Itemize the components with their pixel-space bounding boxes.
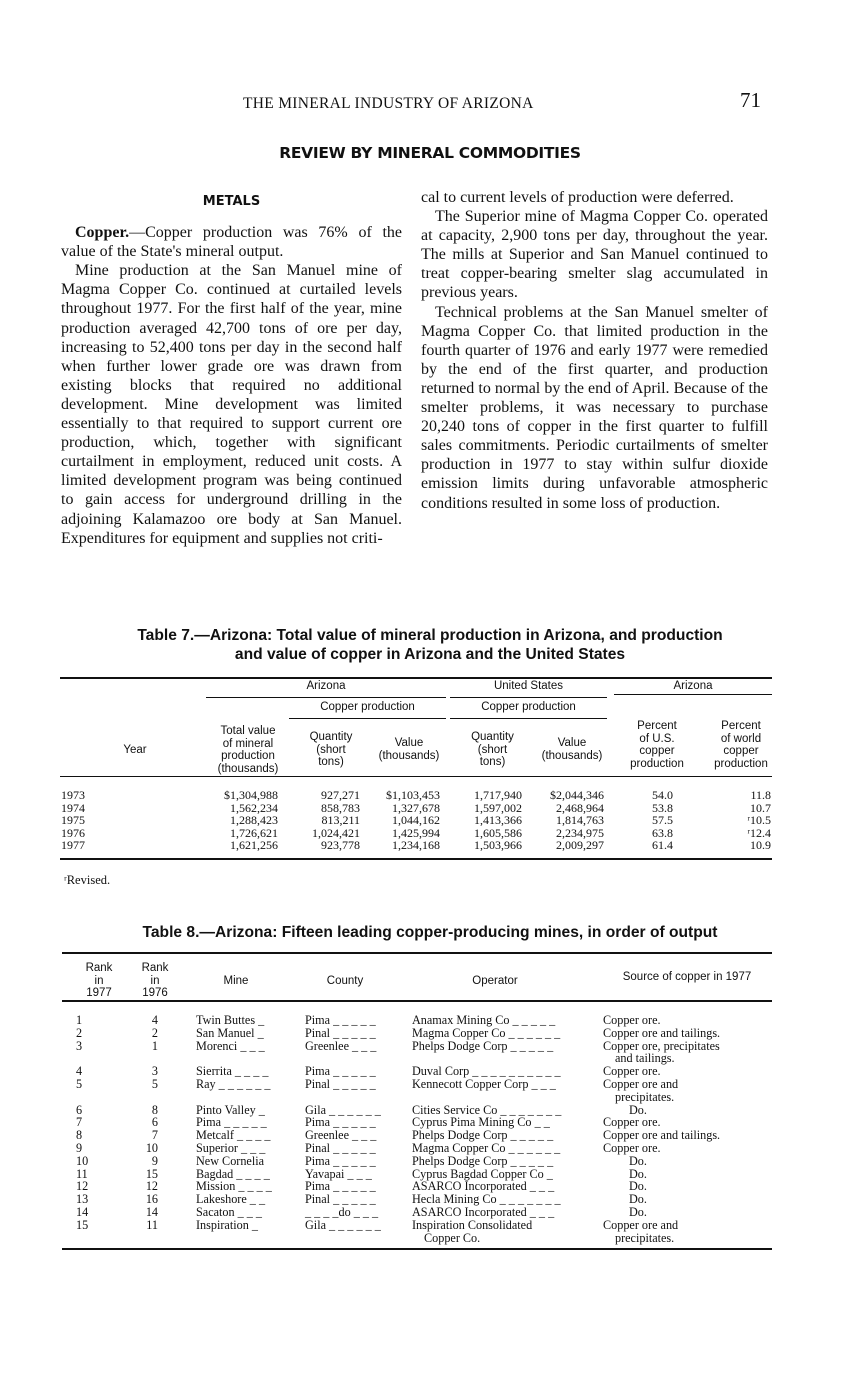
table8-cell-county: Pinal _ _ _ _ _ <box>305 1192 376 1207</box>
table7-col-total-value: Total value of mineral production (thousands) <box>217 725 279 775</box>
table8-operator-line: Phelps Dodge Corp _ _ _ _ _ <box>412 1153 554 1168</box>
table8-operator-line: Cities Service Co _ _ _ _ _ _ _ <box>412 1102 562 1117</box>
table8-cell-county: Pinal _ _ _ _ _ <box>305 1141 376 1155</box>
table8-cell-rank1976: 8 <box>151 1102 158 1117</box>
table8-cell-county: Yavapai _ _ _ <box>305 1166 372 1181</box>
table8-cell-rank1976: 11 <box>146 1217 158 1232</box>
table7-cell-total-value: 1,726,621 <box>230 825 278 840</box>
table7-cell-pct-us: 57.5 <box>652 813 673 828</box>
table7-cell-us-quantity: 1,605,586 <box>474 825 522 840</box>
table8-cell-rank1976: 2 <box>151 1025 158 1040</box>
smelter-paragraph: Technical problems at the San Manuel smelter of Magma Copper Co. that limited production in the fourth quarter of 1976 and early 1977 were remedied by the end of the first quarter, and production returned to normal by the end of April. Because of the smelter problems, it was necessary to purchase 20,240 tons of copper in the first quarter to fulfill sales commitments. Periodic curtailments of smelter production in 1977 to stay within sulfur dioxide emission limits during unfavorable atmospheric conditions resulted in some loss of production. <box>421 303 768 512</box>
table8-operator-line: Cyprus Bagdad Copper Co _ <box>412 1166 553 1181</box>
table7-cell-total-value: 1,288,423 <box>230 813 278 828</box>
table8-cell-county: Greenlee _ _ _ <box>305 1038 377 1053</box>
table7-cell-total-value: $1,304,988 <box>224 788 278 802</box>
table8-source-line: precipitates. <box>615 1089 675 1104</box>
table7-cell-us-quantity: 1,717,940 <box>474 788 522 802</box>
table8-source-line: Copper ore, precipitates <box>603 1038 720 1053</box>
table7-cell-pct-us: 61.4 <box>652 838 673 853</box>
table8-cell-county: Gila _ _ _ _ _ _ <box>305 1102 381 1117</box>
table8-cell-mine: Pinto Valley _ <box>196 1102 265 1117</box>
table7-cell-az-quantity: 1,024,421 <box>312 825 360 840</box>
table8-source-line: Do. <box>629 1192 647 1207</box>
table8-col-rank1977: Rank in 1977 <box>85 962 113 999</box>
table7-us-copper-rule <box>450 718 607 719</box>
table8-cell-county: Pinal _ _ _ _ _ <box>305 1077 376 1091</box>
table7-cell-year: 1974 <box>61 800 85 815</box>
table8-cell-mine: San Manuel _ <box>196 1025 264 1040</box>
table8-cell-mine: Superior _ _ _ <box>196 1141 266 1155</box>
table8-operator-line: Anamax Mining Co _ _ _ _ _ <box>412 1013 556 1027</box>
page-number: 71 <box>740 88 761 112</box>
right-column <box>421 188 768 513</box>
table8-cell-source <box>603 1040 720 1066</box>
table8-cell-source <box>603 1206 647 1219</box>
table7-caption <box>60 626 800 664</box>
table8-cell-rank1977: 9 <box>76 1141 83 1155</box>
table8-cell-operator <box>412 1078 556 1091</box>
table7-cell-pct-world: 11.8 <box>750 788 771 802</box>
table8-source-line: Copper ore and <box>603 1077 679 1091</box>
table7-cell-us-quantity: 1,503,966 <box>474 838 522 853</box>
table7-col-az-quantity: Quantity (short tons) <box>309 731 353 768</box>
table8-cell-rank1976: 15 <box>145 1166 158 1181</box>
table8-cell-operator <box>412 1027 560 1040</box>
table8-cell-source <box>603 1078 678 1104</box>
table7-cell-pct-world: ʳ10.5 <box>747 813 771 828</box>
table7-footnote: ʳRevised. <box>64 873 111 887</box>
table8-source-line: Copper ore. <box>603 1013 661 1027</box>
table8-cell-source <box>603 1142 661 1155</box>
table8-cell-rank1976: 16 <box>145 1192 158 1207</box>
table7-top-rule <box>60 677 772 679</box>
table8-cell-rank1977: 8 <box>76 1128 83 1143</box>
table7-cell-year: 1976 <box>61 825 85 840</box>
table8-col-rank1976: Rank in 1976 <box>141 962 169 999</box>
table8-cell-mine: Pima _ _ _ _ _ <box>196 1115 267 1130</box>
table8-operator-line: Duval Corp _ _ _ _ _ _ _ _ _ _ <box>412 1064 561 1079</box>
table8-cell-operator <box>412 1155 553 1168</box>
table8-source-line: Copper ore. <box>603 1141 661 1155</box>
table7-cell-pct-world: ʳ12.4 <box>747 825 771 840</box>
table7-cell-az-value: $1,103,453 <box>386 788 440 802</box>
table7-cell-us-quantity: 1,597,002 <box>474 800 522 815</box>
table8-cell-mine: Metcalf _ _ _ _ <box>196 1128 271 1143</box>
table8-source-line: Do. <box>629 1166 647 1181</box>
table8-cell-mine: Sierrita _ _ _ _ <box>196 1064 269 1079</box>
table8-operator-line: Phelps Dodge Corp _ _ _ _ _ <box>412 1038 554 1053</box>
table8-cell-county: _ _ _ _do _ _ _ <box>305 1205 379 1219</box>
table8-source-line: Do. <box>629 1153 647 1168</box>
table7-col-az-value: Value (thousands) <box>378 737 440 762</box>
table8-col-source: Source of copper in 1977 <box>622 971 752 983</box>
table8-cell-operator <box>412 1014 555 1027</box>
table8-cell-rank1977: 4 <box>76 1064 83 1079</box>
table7-cell-total-value: 1,621,256 <box>230 838 278 853</box>
table8-operator-line: Magma Copper Co _ _ _ _ _ _ <box>412 1025 561 1040</box>
table8-operator-line: Inspiration Consolidated <box>412 1217 533 1232</box>
table8-cell-rank1976: 5 <box>151 1077 158 1091</box>
table8-source-line: and tailings. <box>615 1051 675 1066</box>
table8-cell-rank1976: 12 <box>145 1179 158 1194</box>
table8-cell-rank1976: 3 <box>151 1064 158 1079</box>
table7-cell-total-value: 1,562,234 <box>230 800 278 815</box>
table8-cell-rank1977: 3 <box>76 1038 83 1053</box>
table8-source-line: Copper ore. <box>603 1115 661 1130</box>
table8-cell-source <box>603 1014 661 1027</box>
table8-cell-operator <box>412 1142 560 1155</box>
table7-arizona-rule <box>206 697 446 698</box>
table8-cell-mine: Morenci _ _ _ <box>196 1038 265 1053</box>
table7-az-copper-rule <box>289 718 446 719</box>
table8-operator-line: Cyprus Pima Mining Co _ _ <box>412 1115 550 1130</box>
table7-cell-us-value: 2,234,975 <box>556 825 604 840</box>
table7-cell-az-quantity: 858,783 <box>321 800 360 815</box>
table8-cell-rank1977: 10 <box>76 1153 89 1168</box>
table8-cell-county: Pima _ _ _ _ _ <box>305 1013 376 1027</box>
table7-col-us-quantity: Quantity (short tons) <box>471 731 514 768</box>
table8-operator-line: ASARCO Incorporated _ _ _ <box>412 1205 555 1219</box>
table8-operator-line: Copper Co. <box>424 1230 481 1245</box>
table8-cell-mine: New Cornelia <box>196 1153 265 1168</box>
table8-col-operator: Operator <box>472 975 518 987</box>
table7-cell-us-value: 2,468,964 <box>556 800 604 815</box>
table8-cell-rank1977: 1 <box>76 1013 83 1027</box>
table7-arizona-right-rule <box>614 694 772 695</box>
table8-cell-mine: Sacaton _ _ _ <box>196 1205 263 1219</box>
table8-cell-rank1976: 6 <box>151 1115 158 1130</box>
table8-cell-operator <box>412 1040 553 1053</box>
table8-cell-county: Pima _ _ _ _ _ <box>305 1153 376 1168</box>
table8-cell-county: Greenlee _ _ _ <box>305 1128 377 1143</box>
table8-source-line: Copper ore and <box>603 1217 679 1232</box>
table7-cell-year: 1977 <box>61 838 85 853</box>
table8-cell-rank1977: 7 <box>76 1115 83 1130</box>
table7-cell-az-quantity: 923,778 <box>321 838 360 853</box>
table7-caption-line1: Table 7.—Arizona: Total value of mineral production in Arizona, and production <box>137 627 723 644</box>
table7-col-year: Year <box>123 744 147 756</box>
table8-source-line: Do. <box>629 1205 647 1219</box>
table8-operator-line: ASARCO Incorporated _ _ _ <box>412 1179 555 1194</box>
table8-cell-rank1976: 1 <box>151 1038 158 1053</box>
table7-cell-us-value: 1,814,763 <box>556 813 604 828</box>
table8-source-line: Copper ore and tailings. <box>603 1025 721 1040</box>
table7-cell-year: 1975 <box>61 813 85 828</box>
table7-caption-line2: and value of copper in Arizona and the United States <box>234 646 626 663</box>
table8-cell-source <box>603 1155 647 1168</box>
table7-col-us-value: Value (thousands) <box>541 737 603 762</box>
table8-cell-county: Gila _ _ _ _ _ _ <box>305 1217 381 1232</box>
copper-run-in-head: Copper. <box>75 224 130 242</box>
table8-cell-mine: Ray _ _ _ _ _ _ <box>196 1077 271 1091</box>
table7-us-rule <box>450 697 607 698</box>
superior-paragraph: The Superior mine of Magma Copper Co. operated at capacity, 2,900 tons per day, throughout the year. The mills at Superior and San Manuel continued to treat copper-bearing smelter slag accumulated in previous years. <box>421 208 768 302</box>
copper-paragraph <box>61 223 402 261</box>
table7-col-pct-world: Percent of world copper production <box>714 720 768 770</box>
table8-cell-rank1977: 12 <box>76 1179 89 1194</box>
san-manuel-paragraph: Mine production at the San Manuel mine of Magma Copper Co. continued at curtailed levels throughout 1977. For the first half of the year, mine production averaged 42,700 tons of ore per day, increasing to 52,400 tons per day in the second half when further lower grade ore was drawn from existing blocks that required no additional development. Mine development was limited essentially to that required to support current ore production, which, together with significant curtailment in employment, reduced unit costs. A limited development program was being continued to gain access for underground drilling in the adjoining Kalamazoo ore body at San Manuel. Expenditures for equipment and supplies not criti- <box>61 262 402 547</box>
table8-cell-rank1977: 2 <box>76 1025 83 1040</box>
table8-bottom-rule <box>62 1248 772 1250</box>
table7-cell-pct-us: 63.8 <box>652 825 673 840</box>
table8-cell-rank1977: 5 <box>76 1077 83 1091</box>
table8-cell-rank1976: 10 <box>145 1141 158 1155</box>
table8-cell-rank1977: 14 <box>76 1205 89 1219</box>
table8-cell-rank1977: 6 <box>76 1102 83 1117</box>
table7-cell-pct-world: 10.7 <box>750 800 771 815</box>
table8-operator-line: Magma Copper Co _ _ _ _ _ _ <box>412 1141 561 1155</box>
metals-subhead: METALS <box>202 194 261 209</box>
table8-cell-mine: Lakeshore _ _ <box>196 1192 266 1207</box>
table7-cell-us-quantity: 1,413,366 <box>474 813 522 828</box>
table7-cell-pct-us: 54.0 <box>652 788 673 802</box>
table8-cell-source <box>603 1219 678 1245</box>
table8-operator-line: Phelps Dodge Corp _ _ _ _ _ <box>412 1128 554 1143</box>
table7-subgroup-az-copper: Copper production <box>320 701 415 713</box>
table7-col-pct-us: Percent of U.S. copper production <box>630 720 684 770</box>
table8-cell-mine: Bagdad _ _ _ _ <box>196 1166 270 1181</box>
table7-header-rule <box>60 776 772 777</box>
table8-cell-rank1976: 4 <box>151 1013 158 1027</box>
left-column <box>61 190 402 548</box>
table7-cell-us-value: $2,044,346 <box>550 788 604 802</box>
table8-cell-county: Pinal _ _ _ _ _ <box>305 1025 376 1040</box>
table7-cell-az-quantity: 813,211 <box>321 813 360 828</box>
table7-group-united-states: United States <box>493 680 564 692</box>
table8-cell-mine: Twin Buttes _ <box>196 1013 265 1027</box>
table8-source-line: Copper ore and tailings. <box>603 1128 721 1143</box>
table7-bottom-rule <box>60 858 772 860</box>
table8-cell-county: Pima _ _ _ _ _ <box>305 1064 376 1079</box>
table7-cell-az-quantity: 927,271 <box>321 788 360 802</box>
table8-cell-mine: Mission _ _ _ _ <box>196 1179 272 1194</box>
table8-source-line: precipitates. <box>615 1230 675 1245</box>
table8-cell-rank1977: 15 <box>76 1217 89 1232</box>
table7-cell-az-value: 1,425,994 <box>392 825 440 840</box>
table8-cell-rank1977: 11 <box>76 1166 88 1181</box>
running-head: THE MINERAL INDUSTRY OF ARIZONA <box>243 95 534 112</box>
table8-operator-line: Kennecott Copper Corp _ _ _ <box>412 1077 556 1091</box>
table7-group-arizona-percent: Arizona <box>673 680 713 692</box>
table8-cell-source <box>603 1027 720 1040</box>
table7-cell-year: 1973 <box>61 788 85 802</box>
table7-cell-az-value: 1,234,168 <box>392 838 440 853</box>
table8-cell-rank1976: 14 <box>145 1205 158 1219</box>
table7-cell-pct-world: 10.9 <box>750 838 771 853</box>
table7-cell-us-value: 2,009,297 <box>556 838 604 853</box>
table8-top-rule <box>62 952 772 954</box>
copper-paragraph-text: —Copper production was 76% of the value of the State's mineral output. <box>61 224 402 261</box>
table7-group-arizona: Arizona <box>306 680 346 692</box>
table8-source-line: Do. <box>629 1102 647 1117</box>
table8-source-line: Do. <box>629 1179 647 1194</box>
table8-source-line: Copper ore. <box>603 1064 661 1079</box>
table8-cell-county: Pima _ _ _ _ _ <box>305 1115 376 1130</box>
table8-col-county: County <box>326 975 364 987</box>
table8-cell-rank1977: 13 <box>76 1192 89 1207</box>
table7-cell-pct-us: 53.8 <box>652 800 673 815</box>
table8-cell-operator <box>412 1206 554 1219</box>
table8-cell-county: Pima _ _ _ _ _ <box>305 1179 376 1194</box>
table8-header-rule <box>62 1000 772 1002</box>
section-title: REVIEW BY MINERAL COMMODITIES <box>279 144 581 162</box>
table8-cell-operator <box>412 1219 532 1245</box>
table8-col-mine: Mine <box>223 975 249 987</box>
table7-cell-az-value: 1,327,678 <box>392 800 440 815</box>
table8-operator-line: Hecla Mining Co _ _ _ _ _ _ _ <box>412 1192 561 1207</box>
table7-subgroup-us-copper: Copper production <box>481 701 576 713</box>
continued-paragraph: cal to current levels of production were deferred. <box>421 189 734 206</box>
table8-cell-rank1976: 7 <box>151 1128 158 1143</box>
table8-cell-rank1976: 9 <box>151 1153 158 1168</box>
table8-cell-mine: Inspiration _ <box>196 1217 258 1232</box>
table8-caption: Table 8.—Arizona: Fifteen leading copper-producing mines, in order of output <box>142 924 718 941</box>
table7-cell-az-value: 1,044,162 <box>392 813 440 828</box>
